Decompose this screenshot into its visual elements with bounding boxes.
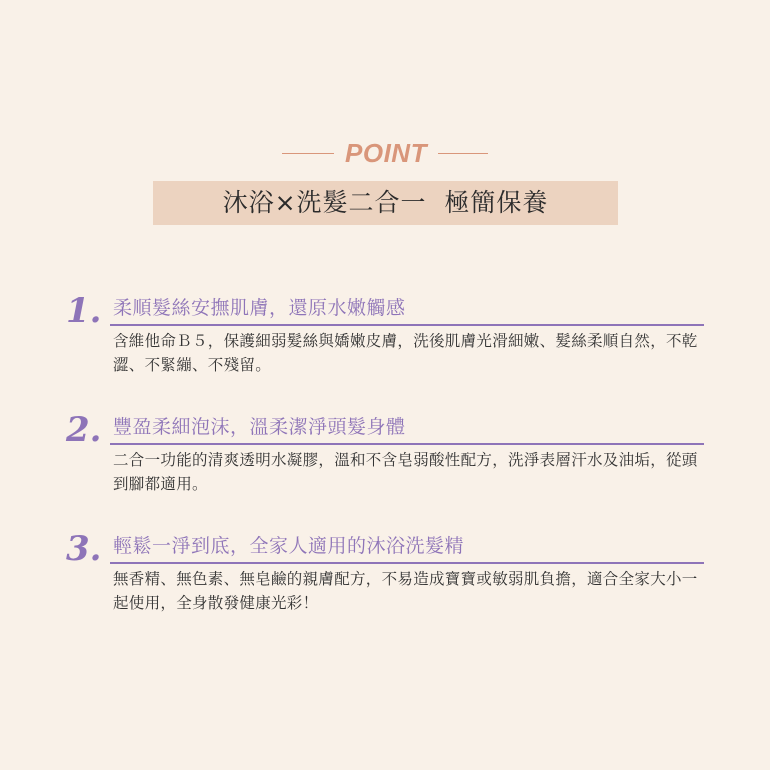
point-header — [0, 138, 770, 168]
point-divider-left — [282, 153, 334, 154]
feature-heading: 柔順髮絲安撫肌膚，還原水嫩觸感 — [113, 297, 406, 319]
feature-description: 無香精、無色素、無皂鹼的親膚配方，不易造成寶寶或敏弱肌負擔，適合全家大小一起使用，全身散發健康光彩！ — [113, 570, 698, 612]
feature-number: 1. — [66, 291, 102, 331]
page-title: 沐浴×洗髮二合一 極簡保養 — [222, 188, 549, 217]
feature-description: 二合一功能的清爽透明水凝膠，溫和不含皂弱酸性配方，洗淨表層汗水及油垢，從頭到腳都適用。 — [113, 451, 698, 493]
feature-number: 3. — [66, 529, 102, 569]
feature-heading: 豐盈柔細泡沫，溫柔潔淨頭髮身體 — [113, 416, 406, 438]
feature-underline — [110, 324, 704, 326]
feature-underline — [110, 443, 704, 445]
point-divider-right — [438, 153, 488, 154]
feature-number: 2. — [66, 410, 102, 450]
feature-heading: 輕鬆一淨到底，全家人適用的沐浴洗髮精 — [113, 535, 465, 557]
title-banner — [153, 181, 618, 225]
feature-description: 含維他命Ｂ５，保護細弱髮絲與嬌嫩皮膚，洗後肌膚光滑細嫩、髮絲柔順自然，不乾澀、不緊繃、不殘留。 — [113, 332, 698, 374]
point-label: POINT — [345, 138, 427, 168]
feature-underline — [110, 562, 704, 564]
